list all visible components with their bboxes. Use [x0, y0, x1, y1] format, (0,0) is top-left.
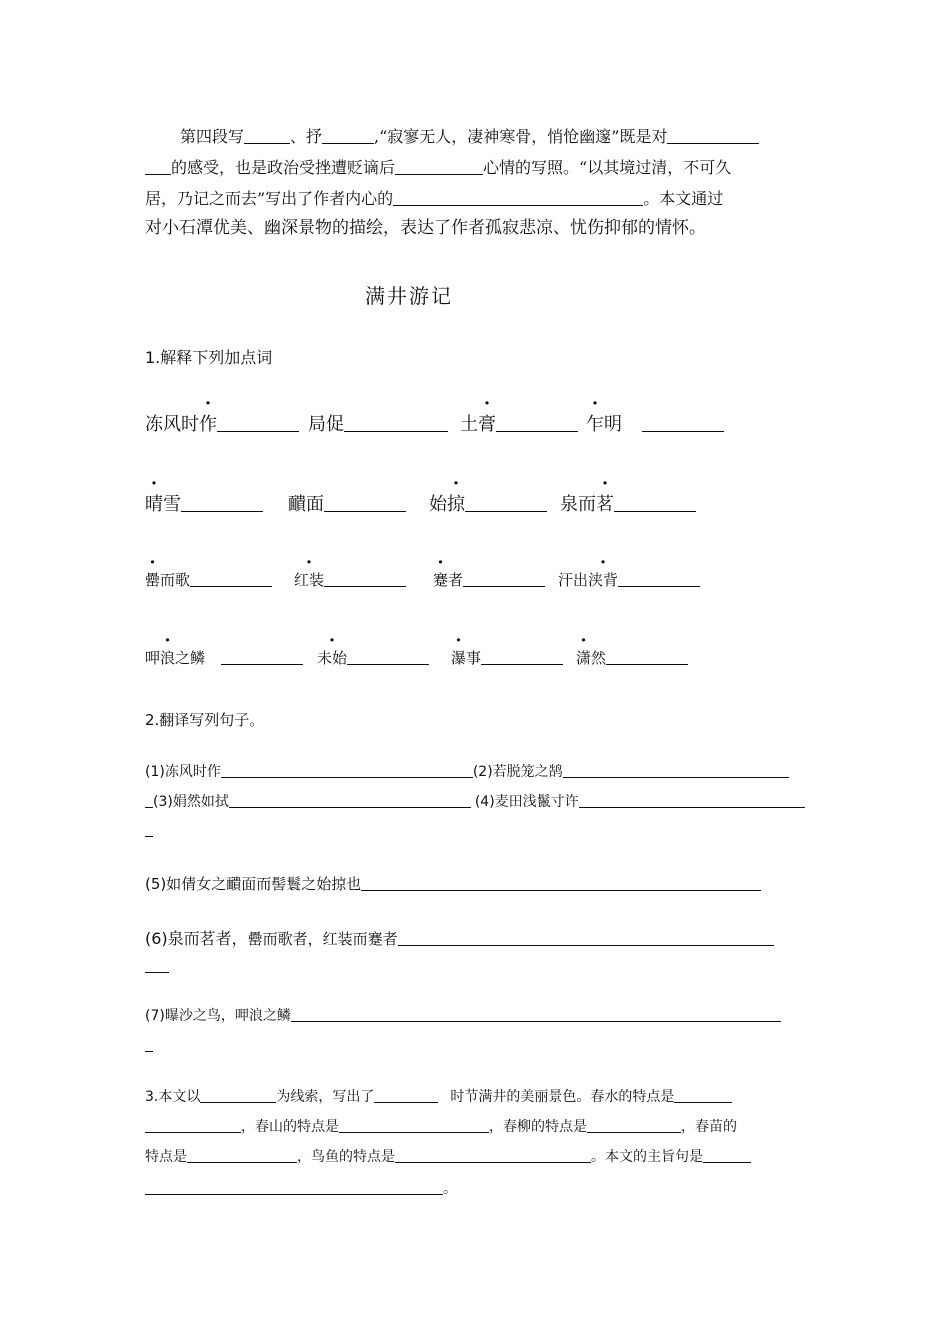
fill-blank[interactable] — [563, 763, 789, 778]
fill-blank[interactable] — [187, 1148, 297, 1163]
dotted-char: 瀑 — [451, 649, 467, 667]
intro-line-2 — [145, 155, 731, 181]
sentence-text: (1)冻风时作 — [145, 764, 221, 780]
vocab-item — [294, 569, 406, 590]
q2-line-5-cont — [145, 1037, 153, 1054]
dotted-char: 膏 — [478, 414, 496, 435]
intro-line-4: 对小石潭优美、幽深景物的描绘，表达了作者孤寂悲凉、忧伤抑郁的情怀。 — [145, 218, 706, 238]
fill-blank[interactable] — [667, 127, 759, 144]
q3-text: 。本文的主旨句是 — [591, 1149, 703, 1165]
vocab-text: 始 — [429, 494, 447, 515]
fill-blank[interactable] — [496, 413, 578, 432]
fill-blank[interactable] — [395, 158, 483, 175]
fill-blank[interactable] — [145, 822, 153, 837]
dotted-char: 作 — [199, 414, 217, 435]
sentence-text: (2)若脱笼之鹄 — [472, 764, 563, 780]
vocab-item — [433, 569, 545, 590]
dotted-char: 红装 — [294, 571, 325, 589]
vocab-text: 而歌 — [160, 571, 191, 589]
fill-blank[interactable] — [361, 875, 761, 891]
q2-line-1 — [145, 761, 789, 781]
q3-line-1 — [145, 1086, 732, 1106]
fill-blank[interactable] — [463, 571, 545, 587]
vocab-text: 泉而 — [560, 494, 596, 515]
sentence-text: 罍而歌者，红装而蹇者 — [247, 930, 398, 948]
vocab-item — [560, 490, 696, 516]
vocab-item — [145, 410, 299, 436]
q3-text: 。 — [443, 1181, 457, 1197]
q3-text: 时节满井的美丽景色。春水的特点是 — [450, 1089, 675, 1105]
vocab-item — [429, 490, 547, 516]
fill-blank[interactable] — [145, 957, 169, 973]
vocab-text: 者 — [448, 571, 464, 589]
q2-line-2-cont — [145, 822, 153, 839]
fill-blank[interactable] — [579, 793, 805, 808]
fill-blank[interactable] — [217, 413, 299, 432]
fill-blank[interactable] — [393, 189, 643, 206]
vocab-text: 雪 — [163, 494, 181, 515]
q2-line-4-cont — [145, 957, 169, 975]
fill-blank[interactable] — [481, 649, 563, 665]
vocab-text: 然 — [591, 649, 607, 667]
dotted-char: 浪 — [160, 649, 176, 667]
dotted-char: 晴 — [145, 494, 163, 515]
vocab-text: 之鳞 — [175, 649, 206, 667]
sentence-text: (3)娟然如拭 — [153, 794, 229, 810]
q2-line-2 — [145, 791, 805, 811]
intro-text: ,“寂寥无人，凄神寒骨，悄怆幽邃”既是对 — [374, 127, 668, 146]
fill-blank[interactable] — [145, 793, 153, 808]
dotted-char: 掠 — [447, 494, 465, 515]
fill-blank[interactable] — [200, 1088, 276, 1103]
vocab-item — [576, 647, 688, 668]
fill-blank[interactable] — [145, 1180, 443, 1195]
sentence-text: (5)如倩女之靧面而髻鬟之始掠也 — [145, 875, 362, 893]
page-title: 满井游记 — [365, 284, 453, 308]
q3-text: 为线索，写出了 — [276, 1089, 375, 1105]
dotted-char: 潇 — [576, 649, 592, 667]
fill-blank[interactable] — [244, 127, 290, 144]
fill-blank[interactable] — [229, 793, 471, 808]
vocab-item — [558, 569, 700, 590]
fill-blank[interactable] — [614, 493, 696, 512]
q3-text: 特点是 — [145, 1149, 187, 1165]
vocab-text: 汗出 — [558, 571, 589, 589]
vocab-item — [145, 647, 303, 668]
fill-blank[interactable] — [145, 158, 171, 175]
fill-blank[interactable] — [374, 1088, 438, 1103]
sentence-text: (6)泉而茗者， — [145, 929, 248, 948]
intro-text: 居，乃记之而去”写出了作者内心的 — [145, 189, 394, 208]
vocab-item — [317, 647, 429, 668]
fill-blank[interactable] — [324, 571, 406, 587]
fill-blank[interactable] — [291, 1007, 781, 1022]
dotted-char: 浃背 — [588, 571, 619, 589]
vocab-text: 局促 — [308, 414, 344, 435]
q3-text: ，春柳的特点是 — [489, 1119, 587, 1135]
intro-line-3 — [145, 186, 723, 212]
q1-heading: 1.解释下列加点词 — [145, 348, 273, 367]
vocab-item — [145, 490, 263, 516]
fill-blank[interactable] — [642, 413, 724, 432]
fill-blank[interactable] — [339, 1118, 489, 1133]
fill-blank[interactable] — [606, 649, 688, 665]
intro-text: 的感受，也是政治受挫遭贬谪后 — [171, 158, 396, 177]
dotted-char: 未始 — [317, 649, 348, 667]
q3-text: 3.本文以 — [145, 1089, 201, 1105]
fill-blank[interactable] — [395, 1148, 591, 1163]
vocab-item — [308, 410, 448, 436]
fill-blank[interactable] — [145, 1118, 241, 1133]
q2-heading: 2.翻译写列句子。 — [145, 711, 265, 729]
vocab-text: 靧面 — [288, 494, 324, 515]
fill-blank[interactable] — [347, 649, 429, 665]
intro-text: 、抒 — [290, 127, 323, 146]
q3-text: ，春山的特点是 — [241, 1119, 339, 1135]
vocab-text: 冻风时 — [145, 414, 199, 435]
fill-blank[interactable] — [465, 493, 547, 512]
q3-line-2 — [145, 1116, 737, 1136]
intro-text: 。本文通过 — [643, 189, 724, 208]
q2-line-5 — [145, 1005, 781, 1025]
q2-line-4 — [145, 926, 774, 949]
fill-blank[interactable] — [322, 127, 374, 144]
fill-blank[interactable] — [344, 413, 448, 432]
vocab-item — [145, 569, 272, 590]
q3-text: ，春苗的 — [681, 1119, 737, 1135]
fill-blank[interactable] — [145, 1037, 153, 1052]
sentence-text: (4)麦田浅鬣寸许 — [474, 794, 579, 810]
fill-blank[interactable] — [398, 930, 774, 946]
fill-blank[interactable] — [618, 571, 700, 587]
dotted-char: 蹇 — [433, 571, 449, 589]
vocab-text: 事 — [466, 649, 482, 667]
fill-blank[interactable] — [703, 1148, 751, 1163]
intro-text: 心情的写照。“以其境过清，不可久 — [483, 158, 732, 177]
vocab-item — [460, 410, 578, 436]
fill-blank[interactable] — [190, 571, 272, 587]
dotted-char: 茗 — [596, 494, 614, 515]
fill-blank[interactable] — [587, 1118, 681, 1133]
dotted-char: 乍 — [586, 414, 604, 435]
vocab-item — [288, 490, 406, 516]
vocab-text: 土 — [460, 414, 478, 435]
vocab-text: 呷 — [145, 649, 161, 667]
sentence-text: (7)曝沙之鸟，呷浪之鳞 — [145, 1008, 291, 1024]
q2-line-3 — [145, 873, 761, 894]
fill-blank[interactable] — [181, 493, 263, 512]
vocab-item — [451, 647, 563, 668]
q3-line-3 — [145, 1146, 751, 1166]
q3-line-4 — [145, 1178, 457, 1198]
q3-text: ，鸟鱼的特点是 — [297, 1149, 395, 1165]
fill-blank[interactable] — [674, 1088, 732, 1103]
dotted-char: 罍 — [145, 571, 161, 589]
vocab-item — [586, 410, 724, 436]
vocab-text: 明 — [604, 414, 622, 435]
fill-blank[interactable] — [221, 763, 473, 778]
intro-line-1 — [180, 124, 759, 150]
intro-text: 第四段写 — [180, 127, 245, 146]
fill-blank[interactable] — [324, 493, 406, 512]
fill-blank[interactable] — [221, 649, 303, 665]
